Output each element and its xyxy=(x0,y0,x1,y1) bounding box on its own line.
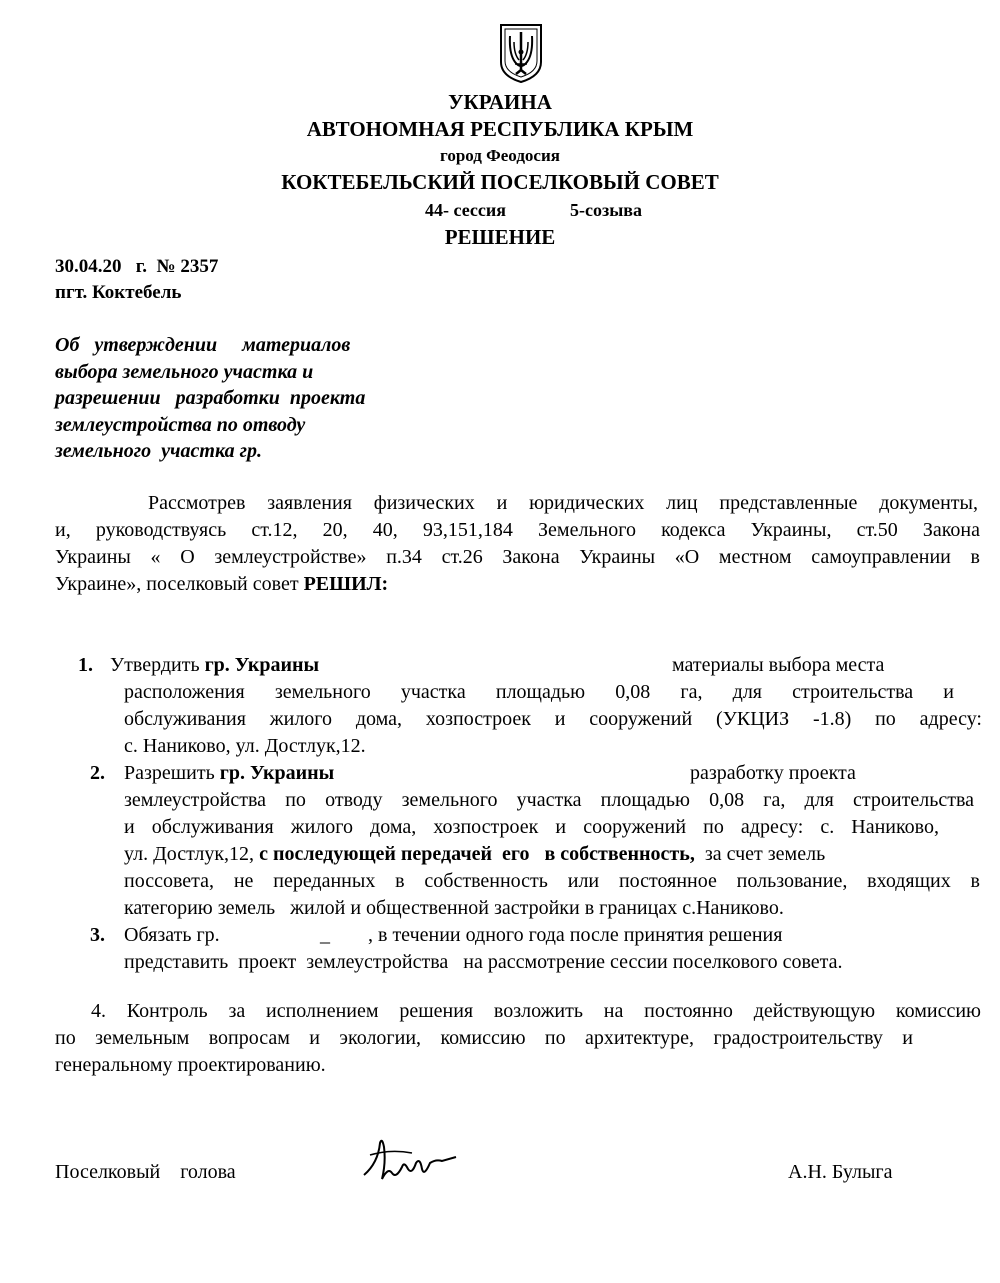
item-1-line-1-end: материалы выбора места xyxy=(672,654,885,676)
city-heading: город Феодосия xyxy=(440,146,560,165)
item-2-line-5: поссовета, не переданных в собственность или постоянное пользование, входящих в xyxy=(124,870,980,892)
item-2-number: 2. xyxy=(90,762,105,784)
item-2-line-1: Разрешить гр. Украины xyxy=(124,762,335,784)
item-1-line-1: Утвердить гр. Украины xyxy=(110,654,320,676)
subject-line: выбора земельного участка и xyxy=(55,360,314,383)
doc-type-heading: РЕШЕНИЕ xyxy=(444,225,556,249)
item-3-number: 3. xyxy=(90,924,105,946)
preamble-line-3: Украины « О землеустройстве» п.34 ст.26 Закона Украины «О местном самоуправлении в xyxy=(55,546,980,568)
item-2-line-3: и обслуживания жилого дома, хозпостроек и сооружений по адресу: с. Наниково, xyxy=(124,816,939,838)
item-4-line-2: по земельным вопросам и экологии, комиссию по архитектуре, градостроительству и xyxy=(55,1027,913,1049)
item-1-line-2: расположения земельного участка площадью 0,08 га, для строительства и xyxy=(124,681,954,703)
signature-icon xyxy=(360,1133,470,1188)
preamble-line-1: Рассмотрев заявления физических и юридических лиц представленные документы, xyxy=(148,492,978,514)
country-heading: УКРАИНА xyxy=(448,90,552,114)
item-1-line-3: обслуживания жилого дома, хозпостроек и сооружений (УКЦИЗ -1.8) по адресу: xyxy=(124,708,982,730)
item-3-line-1-end: , в течении одного года после принятия решения xyxy=(368,924,783,946)
place: пгт. Коктебель xyxy=(55,282,182,303)
coat-of-arms-icon xyxy=(498,22,544,84)
item-3-dash: _ xyxy=(320,924,330,946)
item-3-line-2: представить проект землеустройства на рассмотрение сессии поселкового совета. xyxy=(124,951,843,973)
subject-block xyxy=(55,332,365,465)
item-2-line-6: категорию земель жилой и общественной застройки в границах с.Наниково. xyxy=(124,897,784,919)
item-4-line-3: генеральному проектированию. xyxy=(55,1054,326,1076)
subject-line: Об утверждении материалов xyxy=(55,334,351,356)
convocation-label: 5-созыва xyxy=(570,200,642,220)
item-4-line-1: 4. Контроль за исполнением решения возложить на постоянно действующую комиссию xyxy=(91,1000,981,1022)
subject-line: землеустройства по отводу xyxy=(55,413,306,436)
resolved-word: РЕШИЛ: xyxy=(303,573,389,595)
item-1-number: 1. xyxy=(78,654,93,676)
council-heading: КОКТЕБЕЛЬСКИЙ ПОСЕЛКОВЫЙ СОВЕТ xyxy=(281,170,719,194)
signature-name: А.Н. Булыга xyxy=(788,1161,893,1183)
republic-heading: АВТОНОМНАЯ РЕСПУБЛИКА КРЫМ xyxy=(306,117,694,141)
date-number: 30.04.20 г. № 2357 xyxy=(55,256,219,277)
subject-line: земельного участка гр. xyxy=(55,440,262,462)
item-3-line-1: Обязать гр. xyxy=(124,924,220,946)
item-2-line-4: ул. Достлук,12, с последующей передачей его в собственность, за счет земель xyxy=(124,843,826,865)
item-2-line-2: землеустройства по отводу земельного участка площадью 0,08 га, для строительства xyxy=(124,789,974,811)
signature-position: Поселковый голова xyxy=(55,1161,236,1183)
subject-line: разрешении разработки проекта xyxy=(55,387,366,409)
item-1-line-4: с. Наниково, ул. Достлук,12. xyxy=(124,735,366,757)
preamble-line-4: Украине», поселковый совет РЕШИЛ: xyxy=(55,573,389,595)
preamble-line-2: и, руководствуясь ст.12, 20, 40, 93,151,184 Земельного кодекса Украины, ст.50 Закона xyxy=(55,519,980,541)
item-2-line-1-end: разработку проекта xyxy=(690,762,856,784)
session-label: 44- сессия xyxy=(425,200,506,220)
